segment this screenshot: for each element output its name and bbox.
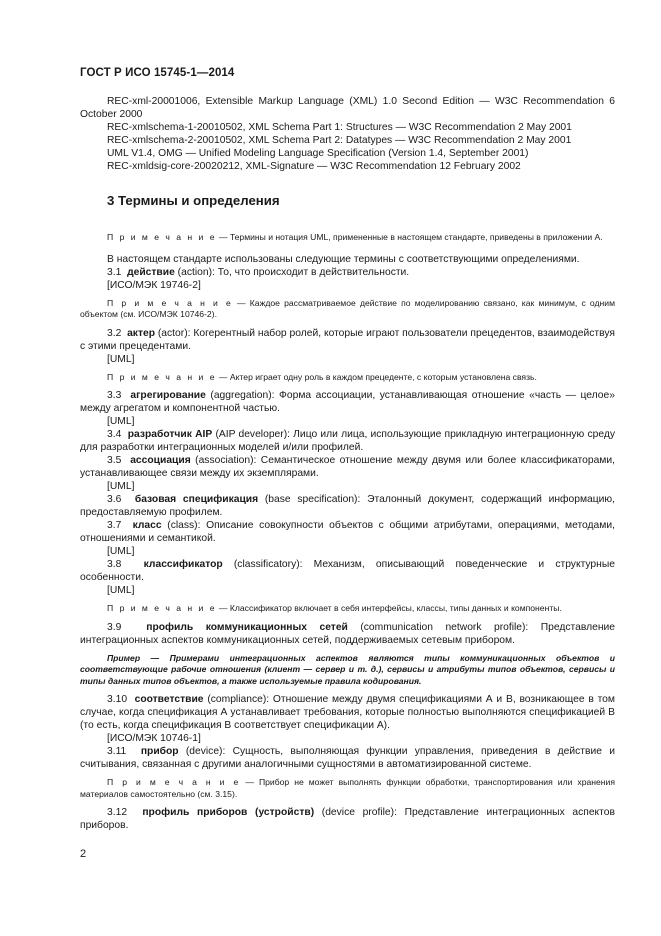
term-definition: (communication network profile): Представление интеграционных аспектов коммуникационных сетей, поддерживаемых сетевым прибором. [80,621,615,646]
term-definition: (AIP developer): Лицо или лица, использующие прикладную интеграционную среду для разработки интеграционных моделей и/или профилей. [80,429,615,453]
reference-item: UML V1.4, OMG — Unified Modeling Language Specification (Version 1.4, September 2001) [107,148,529,159]
term-source: [UML] [107,585,135,596]
section-title: 3 Термины и определения [107,193,280,208]
reference-item: REC-xmldsig-core-20020212, XML-Signature — W3C Recommendation 12 February 2002 [107,161,521,172]
example [80,653,615,688]
term-definition: (class): Описание совокупности объектов с общими атрибутами, операциями, методами, отношениями и семантикой. [80,520,615,544]
term-source: [ИСО/МЭК 10746-1] [107,733,201,744]
term-entry: 3.10 соответствие (compliance): Отношение между двумя спецификациями А и В, возникающее в том случае, когда спецификация А устанавливает требования, которые полностью выполняются спецификацией В (то есть, когда спецификация В соответствует спецификации А). [80,694,615,731]
term-source: [UML] [107,416,135,427]
term-definition: (aggregation): Форма ассоциации, устанавливающая отношение «часть — целое» между агрегатом и компонентной частью. [80,390,615,414]
note: П р и м е ч а н и е — Каждое рассматриваемое действие по моделированию связано, как минимум, с одним объектом (см. ИСО/МЭК 10746-2). [80,297,615,319]
note: П р и м е ч а н и е — Актер играет одну роль в каждом прецеденте, с которым установлена связь. [107,371,537,382]
term-name: класс [132,520,162,531]
term-definition: (device): Сущность, выполняющая функции управления, приведения в действие и считывания, связанная с другими аналогичными сущностями в автоматизированной системе. [80,746,615,770]
term-entry: 3.11 прибор (device): Сущность, выполняющая функции управления, приведения в действие и считывания, связанная с другими аналогичными сущностями в автоматизированной системе. [80,746,615,770]
term-name: ассоциация [130,455,191,466]
example-text: — Примерами интеграционных аспектов являются типы коммуникационных объектов и соответствующие рабочие отношения (клиент — сервер и т. д.), сервисы и атрибуты типов объектов, сервисы и типы данных типов объектов, а также используемые правила кодирования. [80,652,615,686]
term-definition: (association): Семантическое отношение между двумя или более классификаторами, устанавливающее связи между их экземплярами. [80,455,615,479]
term-source: [ИСО/МЭК 19746-2] [107,279,201,291]
term-name: актер [127,327,156,339]
term-definition: (action): То, что происходит в действительности. [174,266,410,278]
term-source: [UML] [107,546,135,557]
term-entry: 3.5 ассоциация (association): Семантическое отношение между двумя или более классификаторами, устанавливающее связи между их экземплярами. [80,455,615,479]
term-entry: 3.12 профиль приборов (устройств) (device profile): Представление интеграционных аспектов приборов. [80,807,615,831]
term-entry: 3.8 классификатор (classificatory): Механизм, описывающий поведенческие и структурные особенности. [80,559,615,583]
term-entry: 3.3 агрегирование (aggregation): Форма ассоциации, устанавливающая отношение «часть — целое» между агрегатом и компонентной частью. [80,390,615,414]
term-name: классификатор [143,559,223,570]
term-definition: (actor): Когерентный набор ролей, которые играют пользователи прецедентов, взаимодействуя с этими прецедентами. [80,327,615,352]
page-number: 2 [80,848,87,860]
term-name: профиль приборов (устройств) [142,807,315,818]
term-definition: (classificatory): Механизм, описывающий поведенческие и структурные особенности. [80,559,615,583]
intro-text: В настоящем стандарте использованы следующие термины с соответствующими определениями. [107,253,580,265]
reference-item: REC-xmlschema-1-20010502, XML Schema Part 1: Structures — W3C Recommendation 2 May 2001 [107,122,572,133]
term-source: [UML] [107,353,135,365]
note-text: — Термины и нотация UML, примененные в настоящем стандарте, приведены в приложении А. [216,232,603,242]
term-name: профиль коммуникационных сетей [146,621,348,633]
reference-item: REC-xmlschema-2-20010502, XML Schema Part 2: Datatypes — W3C Recommendation 2 May 2001 [107,135,572,146]
note: П р и м е ч а н и е — Прибор не может выполнять функции обработки, транспортирования или хранения материалов самостоятельно (см. 3.15). [80,777,615,799]
term-source: [UML] [107,481,135,492]
term-entry: 3.2 актер (actor): Когерентный набор ролей, которые играют пользователи прецедентов, взаимодействуя с этими прецедентами. [80,327,615,352]
example-label: Пример [107,652,141,663]
term-definition: (compliance): Отношение между двумя спецификациями А и В, возникающее в том случае, когда спецификация А устанавливает требования, которые полностью выполняются спецификацией В (то есть, когда спецификация В соответствует спецификации А). [80,694,615,731]
term-entry: 3.9 профиль коммуникационных сетей (communication network profile): Представление интеграционных аспектов коммуникационных сетей, поддерживаемых сетевым прибором. [80,621,615,646]
note: П р и м е ч а н и е — Классификатор включает в себя интерфейсы, классы, типы данных и компоненты. [107,603,562,613]
term-definition: (device profile): Представление интеграционных аспектов приборов. [80,807,615,831]
term-name: прибор [140,746,179,757]
term-name: соответствие [134,694,204,705]
term-entry: 3.6 базовая спецификация (base specification): Эталонный документ, содержащий информацию, предоставляемую профилем. [80,494,616,518]
term-name: разработчик AIP [127,429,213,440]
term-entry: 3.4 разработчик AIP (AIP developer): Лицо или лица, использующие прикладную интеграционную среду для разработки интеграционных моделей и/или профилей. [80,429,615,453]
term-name: действие [127,266,175,278]
page-content [80,95,615,832]
note-label: П р и м е ч а н и е [107,232,217,242]
term-definition: (base specification): Эталонный документ, содержащий информацию, предоставляемую профилем. [80,494,616,518]
term-entry: 3.7 класс (class): Описание совокупности объектов с общими атрибутами, операциями, методами, отношениями и семантикой. [80,520,615,544]
term-name: базовая спецификация [134,494,259,505]
term-name: агрегирование [130,390,206,401]
term-entry: 3.1 действие (action): То, что происходит в действительности. [107,266,410,278]
reference-item: REC-xml-20001006, Extensible Markup Language (XML) 1.0 Second Edition — W3C Recommendation 6 October 2000 [80,96,615,120]
document-header: ГОСТ Р ИСО 15745-1—2014 [80,67,235,79]
note [80,232,615,244]
